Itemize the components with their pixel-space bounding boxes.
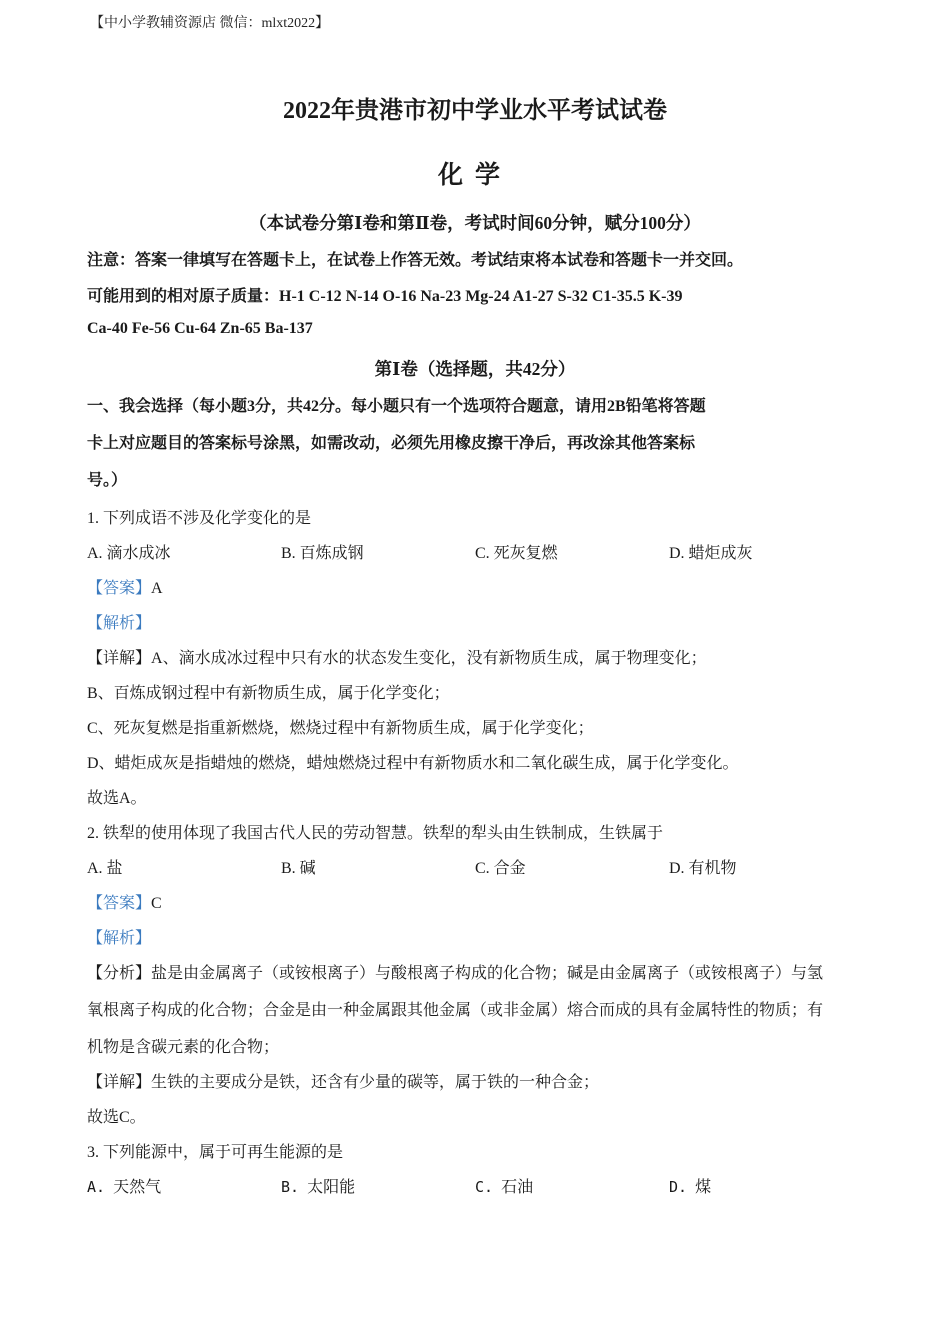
q3-option-d-letter: D.	[669, 1178, 688, 1196]
exam-info: （本试卷分第Ⅰ卷和第Ⅱ卷，考试时间60分钟，赋分100分）	[249, 213, 701, 233]
part1-title: 第Ⅰ卷（选择题，共42分）	[374, 359, 576, 379]
section1-line-2: 卡上对应题目的答案标号涂黑，如需改动，必须先用橡皮擦干净后，再改涂其他答案标	[87, 435, 696, 452]
detail-label: 【详解】	[87, 1074, 152, 1091]
header-watermark: 【中小学教辅资源店 微信：mlxt2022】	[90, 16, 330, 31]
q2-option-c: C. 合金	[475, 860, 526, 877]
answer-label: 【答案】	[87, 895, 152, 912]
q3-option-d-text: 煤	[695, 1179, 712, 1196]
subject-title: 化学	[437, 162, 512, 189]
q3-option-c-text: 石油	[501, 1179, 534, 1196]
q2-conclusion: 故选C。	[87, 1109, 146, 1126]
q1-answer	[87, 575, 163, 598]
q1-detail-c: C、死灰复燃是指重新燃烧，燃烧过程中有新物质生成，属于化学变化；	[87, 720, 594, 737]
q1-option-a: A. 滴水成冰	[87, 545, 171, 562]
q2-option-d: D. 有机物	[669, 860, 737, 877]
q3-option-c	[475, 1174, 533, 1197]
q1-stem: 1. 下列成语不涉及化学变化的是	[87, 510, 312, 527]
q3-option-a	[87, 1174, 161, 1197]
q3-option-b	[281, 1174, 355, 1197]
fenxi-label: 【分析】	[87, 965, 152, 982]
answer-label: 【答案】	[87, 580, 152, 597]
notice: 注意：答案一律填写在答题卡上，在试卷上作答无效。考试结束将本试卷和答题卡一并交回。	[87, 252, 744, 269]
q3-option-b-text: 太阳能	[307, 1179, 356, 1196]
q3-option-b-letter: B.	[281, 1178, 300, 1196]
q3-option-c-letter: C.	[475, 1178, 494, 1196]
q1-analysis-label: 【解析】	[87, 615, 152, 632]
q2-detail-text: 生铁的主要成分是铁，还含有少量的碳等，属于铁的一种合金；	[151, 1074, 600, 1091]
q1-option-c: C. 死灰复燃	[475, 545, 558, 562]
q1-detail-d: D、蜡炬成灰是指蜡烛的燃烧，蜡烛燃烧过程中有新物质水和二氧化碳生成，属于化学变化。	[87, 755, 739, 772]
atomic-mass-line-2: Ca-40 Fe-56 Cu-64 Zn-65 Ba-137	[87, 320, 313, 337]
q1-detail-a	[87, 645, 707, 668]
section1-line-3: 号。）	[87, 472, 128, 489]
section1-line-1: 一、我会选择（每小题3分，共42分。每小题只有一个选项符合题意，请用2B铅笔将答题	[87, 398, 706, 415]
q2-fenxi-3: 机物是含碳元素的化合物；	[87, 1039, 280, 1056]
q2-analysis-label: 【解析】	[87, 930, 152, 947]
q1-detail-a-text: A、滴水成冰过程中只有水的状态发生变化，没有新物质生成，属于物理变化；	[151, 650, 707, 667]
exam-title: 2022年贵港市初中学业水平考试试卷	[283, 98, 667, 124]
q2-stem: 2. 铁犁的使用体现了我国古代人民的劳动智慧。铁犁的犁头由生铁制成，生铁属于	[87, 825, 664, 842]
q2-detail	[87, 1069, 599, 1092]
q1-option-b: B. 百炼成钢	[281, 545, 364, 562]
q3-option-d	[669, 1174, 711, 1197]
q1-conclusion: 故选A。	[87, 790, 147, 807]
q2-option-a: A. 盐	[87, 860, 123, 877]
q3-option-a-letter: A.	[87, 1178, 106, 1196]
q1-detail-b: B、百炼成钢过程中有新物质生成，属于化学变化；	[87, 685, 450, 702]
q3-option-a-text: 天然气	[113, 1179, 162, 1196]
detail-label: 【详解】	[87, 650, 152, 667]
q2-option-b: B. 碱	[281, 860, 316, 877]
q2-fenxi-1	[87, 960, 823, 983]
atomic-mass-line-1: 可能用到的相对原子质量：H-1 C-12 N-14 O-16 Na-23 Mg-24 A1-27 S-32 C1-35.5 K-39	[87, 288, 683, 305]
q2-fenxi-2: 氧根离子构成的化合物；合金是由一种金属跟其他金属（或非金属）熔合而成的具有金属特性的物质；有	[87, 1002, 824, 1019]
q2-answer	[87, 890, 162, 913]
q2-answer-value: C	[151, 895, 162, 912]
q2-fenxi-1-text: 盐是由金属离子（或铵根离子）与酸根离子构成的化合物；碱是由金属离子（或铵根离子）与氢	[151, 965, 824, 982]
q1-answer-value: A	[151, 580, 163, 597]
q1-option-d: D. 蜡炬成灰	[669, 545, 753, 562]
q3-stem: 3. 下列能源中，属于可再生能源的是	[87, 1144, 344, 1161]
